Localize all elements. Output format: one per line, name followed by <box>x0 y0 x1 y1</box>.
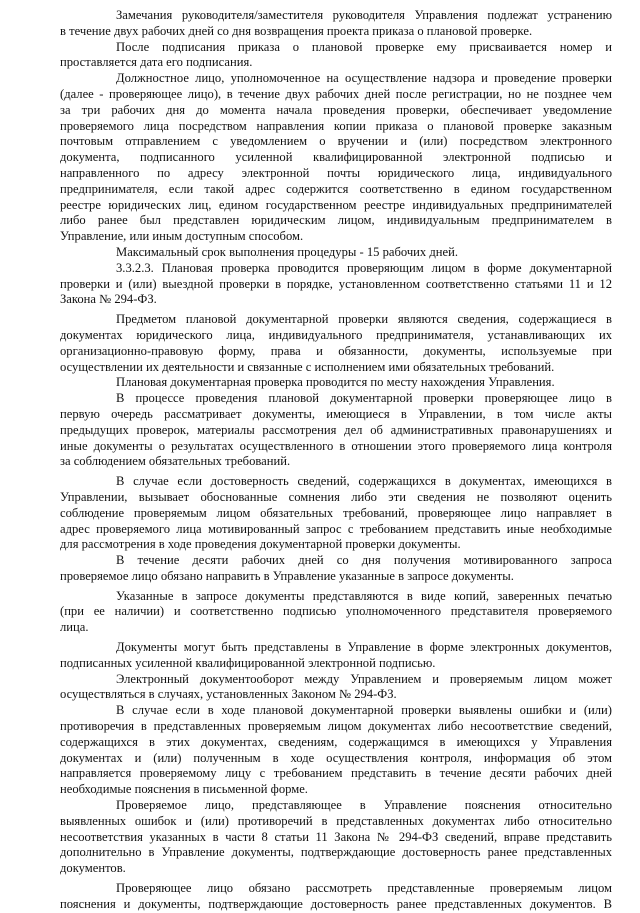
text-line: предпринимателя, если такой адрес содержится соответственно в едином государственном <box>60 181 612 196</box>
text-line: направляется проверяемому лицу с требованием представить в течение десяти рабочих дней <box>60 766 612 781</box>
text-line: Предметом плановой документарной проверки являются сведения, содержащиеся в <box>116 312 612 327</box>
paragraph <box>60 312 612 375</box>
paragraph <box>60 375 612 391</box>
text-line: Указанные в запросе документы представляются в виде копий, заверенных печатью <box>116 588 612 603</box>
paragraph <box>60 261 612 308</box>
text-line: 3.3.2.3. Плановая проверка проводится проверяющим лицом в форме документарной <box>116 260 612 275</box>
text-line: Закона № 294-ФЗ. <box>60 292 157 307</box>
text-line: первую очередь рассматривает документы, имеющиеся в Управлении, в том числе акты <box>60 406 612 421</box>
text-line: (далее - проверяющее лицо), в течение двух рабочих дней после регистрации, но не позднее чем <box>60 86 612 101</box>
text-line: документах юридического лица, индивидуального предпринимателя, устанавливающих их <box>60 327 612 342</box>
text-line: В случае если в ходе плановой документарной проверки выявлены ошибки и (или) <box>116 703 612 718</box>
text-line: осуществляться в случаях, установленных Законом № 294-ФЗ. <box>60 687 397 702</box>
text-line: за соблюдением обязательных требований. <box>60 454 291 469</box>
text-line: дополнительно в Управление документы, подтверждающие достоверность ранее представленных <box>60 845 612 860</box>
text-line: организационно-правовую форму, права и обязанности, документы, используемые при <box>60 343 612 358</box>
text-line: для рассмотрения в ходе проведения документарной проверки документы. <box>60 537 461 552</box>
text-line: Управлении, вызывает обоснованные сомнения либо эти сведения не позволяют оценить <box>60 489 612 504</box>
text-line: проверки и (или) выездной проверки в порядке, установленном соответственно статьями 11 и 12 <box>60 276 612 291</box>
text-line: Замечания руководителя/заместителя руководителя Управления подлежат устранению <box>116 8 612 22</box>
text-line: (при ее наличии) и соответственно подписью уполномоченного представителя проверяемого <box>60 604 612 619</box>
paragraph <box>60 640 612 672</box>
text-line: Электронный документооборот между Управлением и проверяемым лицом может <box>116 671 612 686</box>
text-line: осуществлении их деятельности и связанные с исполнением ими обязательных требований. <box>60 359 555 374</box>
text-line: соблюдение проверяемым лицом обязательных требований, проверяющее лицо направляет в <box>60 505 612 520</box>
text-line: Плановая документарная проверка проводится по месту нахождения Управления. <box>116 375 555 390</box>
text-line: необходимые пояснения в письменной форме. <box>60 782 308 797</box>
paragraph <box>60 71 612 245</box>
text-line: адрес проверяемого лица мотивированный запрос с требованием представить иные необходимые <box>60 521 612 536</box>
paragraph <box>60 672 612 704</box>
paragraph <box>60 798 612 877</box>
text-line: пояснения и документы, подтверждающие достоверность ранее представленных документов. В <box>60 896 612 911</box>
text-line: лица. <box>60 620 89 635</box>
text-line: Проверяющее лицо обязано рассмотреть представленные проверяемым лицом <box>116 881 612 896</box>
text-line: в течение двух рабочих дней со дня возвращения проекта приказа о плановой проверке. <box>60 23 533 38</box>
document-page <box>60 8 612 913</box>
paragraph <box>60 553 612 585</box>
text-line: выявленных ошибок и (или) противоречий в представленных документах либо относительно <box>60 813 612 828</box>
paragraph <box>60 589 612 636</box>
paragraph <box>60 703 612 798</box>
text-line: В процессе проведения плановой документарной проверки проверяющее лицо в <box>116 391 612 406</box>
text-line: В течение десяти рабочих дней со дня получения мотивированного запроса <box>116 553 612 568</box>
text-line: противоречия в представленных проверяемым лицом документах либо несоответствие сведений, <box>60 719 612 734</box>
text-line: Документы могут быть представлены в Управление в форме электронных документов, <box>116 640 612 655</box>
text-line: документа, подписанного усиленной квалифицированной электронной подписью и <box>60 150 612 165</box>
paragraph <box>60 40 612 72</box>
text-line: Проверяемое лицо, представляющее в Управление пояснения относительно <box>116 798 612 813</box>
text-line: подписанных усиленной квалифицированной электронной подписью. <box>60 655 436 670</box>
text-line: реестре юридических лиц, едином государственном реестре индивидуальных предпринимателей <box>60 197 612 212</box>
paragraph <box>60 881 612 913</box>
text-line: проверяемого лица посредством направления копии приказа о плановой проверке заказным <box>60 118 612 133</box>
text-line: содержащихся в этих документах, сведениям, содержащимся в имеющихся у Управления <box>60 734 612 749</box>
text-line: несоответствия указанных в части 8 статьи 11 Закона № 294-ФЗ сведений, вправе представить <box>60 829 612 844</box>
text-line: В случае если достоверность сведений, содержащихся в документах, имеющихся в <box>116 474 612 489</box>
paragraph <box>60 474 612 553</box>
text-line: проверяемое лицо обязано направить в Управление указанные в запросе документы. <box>60 568 514 583</box>
paragraph <box>60 391 612 470</box>
text-line: направленного по адресу электронной почты юридического лица, индивидуального <box>60 165 612 180</box>
text-line: проставляется дата его подписания. <box>60 55 253 70</box>
text-line: почтовым отправлением с уведомлением о вручении и (или) посредством электронного <box>60 134 612 149</box>
text-line: предыдущих проверок, материалы рассмотрения дел об административных правонарушениях и <box>60 422 612 437</box>
text-line: иные документы о результатах осуществленного в отношении этого проверяемого лица контроля <box>60 438 612 453</box>
text-line: Максимальный срок выполнения процедуры - 15 рабочих дней. <box>116 244 458 259</box>
text-line: Управление, или иным доступным способом. <box>60 229 304 244</box>
text-line: документах и (или) полученным в ходе осуществления контроля, информация об этом <box>60 750 612 765</box>
text-line: за три рабочих дня до момента начала проведения проверки, обеспечивает уведомление <box>60 102 612 117</box>
text-line: После подписания приказа о плановой проверке ему присваивается номер и <box>116 39 612 54</box>
text-line: Должностное лицо, уполномоченное на осуществление надзора и проведение проверки <box>116 71 612 86</box>
paragraph <box>60 8 612 40</box>
paragraph <box>60 245 612 261</box>
text-line: либо ранее был представлен юридическим лицом, индивидуальным предпринимателем в <box>60 213 612 228</box>
text-line: документов. <box>60 861 126 876</box>
